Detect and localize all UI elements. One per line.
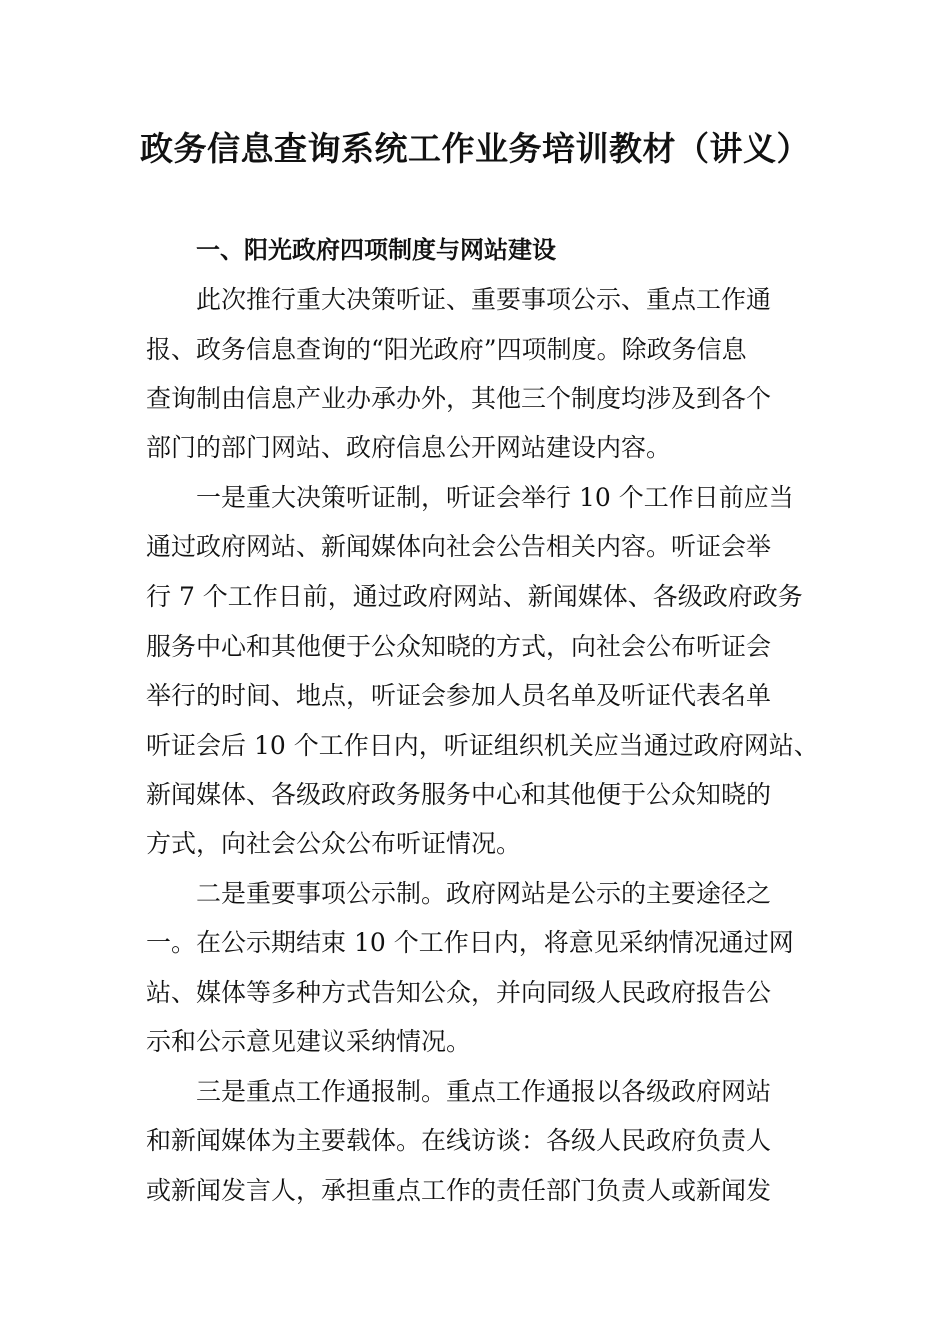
paragraph-line: 行 7 个工作日前，通过政府网站、新闻媒体、各级政府政务: [146, 582, 803, 611]
paragraph-line: 新闻媒体、各级政府政务服务中心和其他便于公众知晓的: [146, 780, 772, 809]
paragraph-line: 一。在公示期结束 10 个工作日内，将意见采纳情况通过网: [146, 928, 794, 957]
paragraph-line: 举行的时间、地点，听证会参加人员名单及听证代表名单: [146, 681, 772, 710]
paragraph-line: 服务中心和其他便于公众知晓的方式，向社会公布听证会: [146, 632, 772, 661]
paragraph-line: 或新闻发言人，承担重点工作的责任部门负责人或新闻发: [146, 1176, 772, 1205]
document-title: 政务信息查询系统工作业务培训教材（讲义）: [140, 129, 810, 168]
paragraph-line: 部门的部门网站、政府信息公开网站建设内容。: [146, 433, 672, 462]
paragraph-line: 二是重要事项公示制。政府网站是公示的主要途径之: [196, 879, 772, 908]
section-heading: 一、阳光政府四项制度与网站建设: [196, 235, 556, 264]
paragraph-line: 通过政府网站、新闻媒体向社会公告相关内容。听证会举: [146, 532, 772, 561]
paragraph-line: 听证会后 10 个工作日内，听证组织机关应当通过政府网站、: [146, 731, 819, 760]
paragraph-line: 一是重大决策听证制，听证会举行 10 个工作日前应当: [196, 483, 794, 512]
paragraph-line: 和新闻媒体为主要载体。在线访谈：各级人民政府负责人: [146, 1126, 772, 1155]
paragraph-line: 报、政务信息查询的“阳光政府”四项制度。除政务信息: [146, 335, 747, 364]
paragraph-line: 此次推行重大决策听证、重要事项公示、重点工作通: [196, 285, 772, 314]
paragraph-line: 查询制由信息产业办承办外，其他三个制度均涉及到各个: [146, 384, 772, 413]
paragraph-line: 方式，向社会公众公布听证情况。: [146, 829, 522, 858]
paragraph-line: 三是重点工作通报制。重点工作通报以各级政府网站: [196, 1077, 772, 1106]
paragraph-line: 站、媒体等多种方式告知公众，并向同级人民政府报告公: [146, 978, 772, 1007]
paragraph-line: 示和公示意见建议采纳情况。: [146, 1027, 472, 1056]
